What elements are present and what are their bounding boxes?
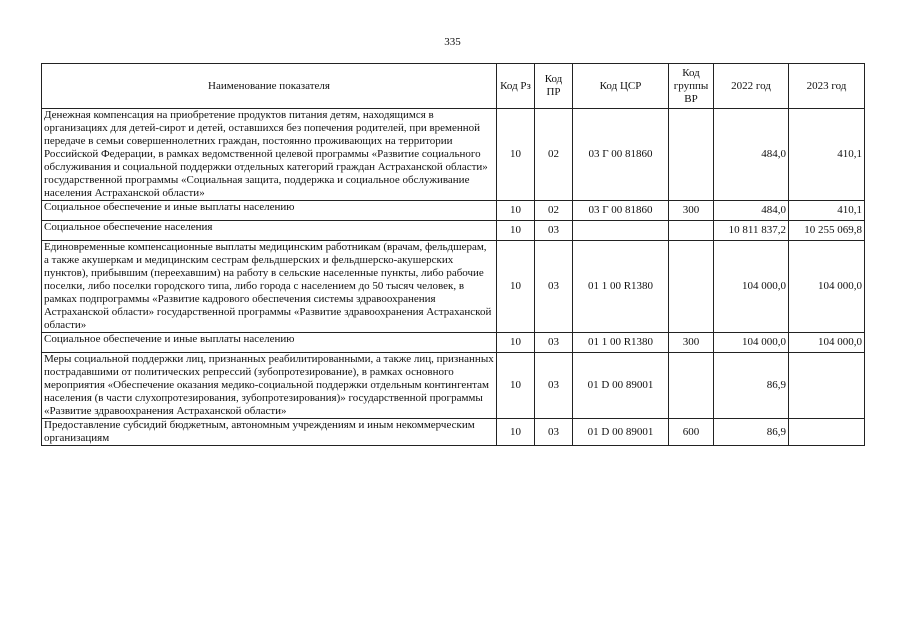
- table-row: [42, 221, 865, 241]
- row-pr: 02: [535, 109, 573, 201]
- header-vr: Код группы ВР: [669, 64, 714, 109]
- row-vr: 300: [669, 333, 714, 353]
- header-rz: Код Рз: [497, 64, 535, 109]
- row-2023: 104 000,0: [789, 241, 865, 333]
- header-pr: Код ПР: [535, 64, 573, 109]
- table-row: [42, 109, 865, 201]
- row-csr: 01 D 00 89001: [573, 419, 669, 446]
- row-rz: 10: [497, 221, 535, 241]
- row-pr: 03: [535, 333, 573, 353]
- row-csr: 01 D 00 89001: [573, 353, 669, 419]
- row-name: Предоставление субсидий бюджетным, автономным учреждениям и иным некоммерческим организациям: [42, 419, 497, 446]
- row-pr: 03: [535, 221, 573, 241]
- row-vr: 600: [669, 419, 714, 446]
- page-number: 335: [444, 36, 461, 48]
- row-vr: [669, 241, 714, 333]
- row-csr: 03 Г 00 81860: [573, 201, 669, 221]
- header-2023: 2023 год: [789, 64, 865, 109]
- row-2023: [789, 353, 865, 419]
- budget-table: [41, 63, 865, 446]
- table-row: [42, 419, 865, 446]
- row-2022: 10 811 837,2: [714, 221, 789, 241]
- row-2023: 410,1: [789, 109, 865, 201]
- row-2023: 410,1: [789, 201, 865, 221]
- row-rz: 10: [497, 353, 535, 419]
- row-2022: 86,9: [714, 353, 789, 419]
- row-vr: [669, 221, 714, 241]
- row-csr: [573, 221, 669, 241]
- row-2022: 484,0: [714, 201, 789, 221]
- row-name: Единовременные компенсационные выплаты медицинским работникам (врачам, фельдшерам, а также акушеркам и медицинским сестрам фельдшерских и фельдшерско-акушерских пунктов), прибывшим (переехавшим) на работу в сельские населенные пункты, либо рабочие поселки, либо поселки городского типа, либо города с населением до 50 тысяч человек, в рамках подпрограммы «Развитие кадрового обеспечения системы здравоохранения Астраханской области» государственной программы «Развитие здравоохранения Астраханской области»: [42, 241, 497, 333]
- row-csr: 03 Г 00 81860: [573, 109, 669, 201]
- row-pr: 03: [535, 353, 573, 419]
- row-pr: 03: [535, 419, 573, 446]
- row-2022: 86,9: [714, 419, 789, 446]
- table-row: [42, 241, 865, 333]
- row-name: Социальное обеспечение и иные выплаты населению: [42, 201, 497, 221]
- row-name: Денежная компенсация на приобретение продуктов питания детям, находящимся в организациях для детей-сирот и детей, оставшихся без попечения родителей, при временной передаче в семьи совершеннолетних граждан, постоянно проживающих на территории Российской Федерации, в рамках ведомственной целевой программы «Развитие социального обслуживания и социальной поддержки отдельных категорий граждан Астраханской области» государственной программы «Социальная защита, поддержка и социальное обслуживание населения Астраханской области»: [42, 109, 497, 201]
- row-2022: 104 000,0: [714, 241, 789, 333]
- table-row: [42, 353, 865, 419]
- table-header-row: [42, 64, 865, 109]
- row-2022: 484,0: [714, 109, 789, 201]
- row-vr: [669, 109, 714, 201]
- header-2022: 2022 год: [714, 64, 789, 109]
- row-name: Меры социальной поддержки лиц, признанных реабилитированными, а также лиц, признанных пострадавшими от политических репрессий (зубопротезирование), в рамках основного мероприятия «Обеспечение оказания медико-социальной поддержки отдельным контингентам населения (в части слухопротезирования, зубопротезирования)» государственной программы «Развитие здравоохранения Астраханской области»: [42, 353, 497, 419]
- row-vr: [669, 353, 714, 419]
- row-rz: 10: [497, 241, 535, 333]
- row-2023: 104 000,0: [789, 333, 865, 353]
- row-name: Социальное обеспечение и иные выплаты населению: [42, 333, 497, 353]
- row-csr: 01 1 00 R1380: [573, 241, 669, 333]
- row-rz: 10: [497, 333, 535, 353]
- row-pr: 03: [535, 241, 573, 333]
- row-pr: 02: [535, 201, 573, 221]
- header-name: Наименование показателя: [42, 64, 497, 109]
- row-name: Социальное обеспечение населения: [42, 221, 497, 241]
- row-rz: 10: [497, 419, 535, 446]
- row-2023: 10 255 069,8: [789, 221, 865, 241]
- row-rz: 10: [497, 109, 535, 201]
- row-2023: [789, 419, 865, 446]
- row-rz: 10: [497, 201, 535, 221]
- row-vr: 300: [669, 201, 714, 221]
- table-row: [42, 201, 865, 221]
- table-row: [42, 333, 865, 353]
- row-2022: 104 000,0: [714, 333, 789, 353]
- row-csr: 01 1 00 R1380: [573, 333, 669, 353]
- header-csr: Код ЦСР: [573, 64, 669, 109]
